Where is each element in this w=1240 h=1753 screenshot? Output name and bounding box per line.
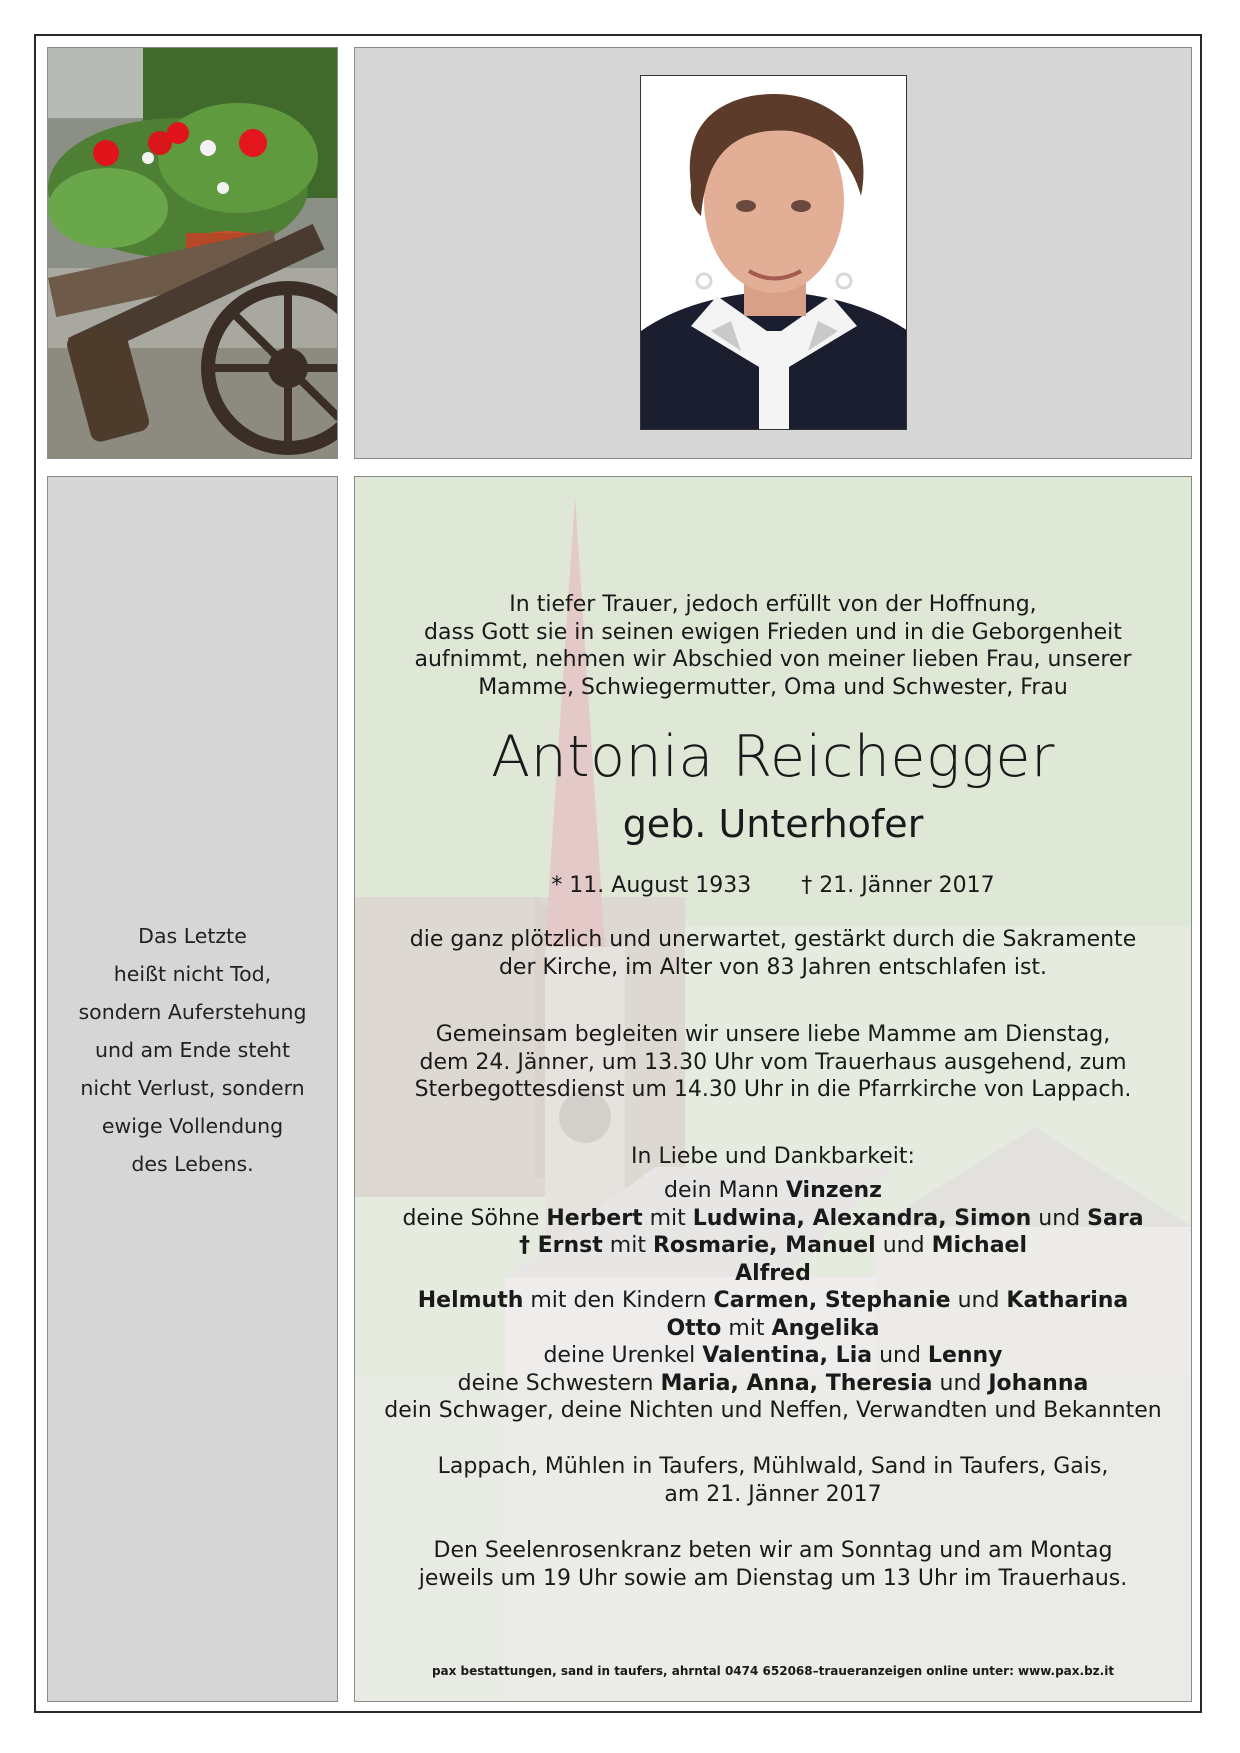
quote-panel xyxy=(47,476,338,1702)
quote-line: Das Letzte xyxy=(138,924,247,948)
quote-line: und am Ende steht xyxy=(94,1038,290,1062)
family-line: deine Schwestern Maria, Anna, Theresia und Johanna xyxy=(457,1370,1089,1396)
funeral-line: Sterbegottesdienst um 14.30 Uhr in die Pfarrkirche von Lappach. xyxy=(414,1077,1132,1102)
family-line: Otto mit Angelika xyxy=(666,1315,880,1341)
place-line: am 21. Jänner 2017 xyxy=(664,1481,882,1507)
rosary-line: Den Seelenrosenkranz beten wir am Sonntag und am Montag xyxy=(433,1538,1113,1563)
funeral-text xyxy=(355,1021,1191,1104)
birth-date: * 11. August 1933 xyxy=(551,873,752,898)
intro-text xyxy=(355,591,1191,701)
passing-line: der Kirche, im Alter von 83 Jahren entschlafen ist. xyxy=(498,954,1048,980)
quote-line: sondern Auferstehung xyxy=(78,1000,307,1024)
place-date xyxy=(355,1453,1191,1508)
intro-line: aufnimmt, nehmen wir Abschied von meiner lieben Frau, unserer xyxy=(414,647,1132,672)
intro-line: Mamme, Schwiegermutter, Oma und Schwester, Frau xyxy=(478,674,1068,700)
life-dates xyxy=(355,872,1191,900)
funeral-line: dem 24. Jänner, um 13.30 Uhr vom Trauerhaus ausgehend, zum xyxy=(419,1049,1127,1075)
family-line: deine Söhne Herbert mit Ludwina, Alexandra, Simon und Sara xyxy=(402,1205,1144,1231)
family-list xyxy=(355,1177,1191,1425)
footer-credit: pax bestattungen, sand in taufers, ahrntal 0474 652068–traueranzeigen online unter: www.pax.bz.it xyxy=(431,1664,1115,1678)
quote-text xyxy=(48,917,337,1183)
family-line: deine Urenkel Valentina, Lia und Lenny xyxy=(543,1343,1003,1368)
flower-cart-image xyxy=(48,48,338,459)
announcement-panel xyxy=(354,476,1192,1702)
funeral-line: Gemeinsam begleiten wir unsere liebe Mamme am Dienstag, xyxy=(435,1022,1111,1047)
quote-line: nicht Verlust, sondern xyxy=(80,1076,305,1100)
quote-line: ewige Vollendung xyxy=(101,1114,284,1138)
deceased-name: Antonia Reichegger xyxy=(491,724,1055,790)
family-line: Alfred xyxy=(735,1260,811,1286)
love-line: In Liebe und Dankbarkeit: xyxy=(631,1144,915,1169)
death-date: † 21. Jänner 2017 xyxy=(801,873,995,898)
family-line: dein Schwager, deine Nichten und Neffen, Verwandten und Bekannten xyxy=(384,1398,1162,1423)
family-line: dein Mann Vinzenz xyxy=(664,1178,882,1203)
place-line: Lappach, Mühlen in Taufers, Mühlwald, Sand in Taufers, Gais, xyxy=(437,1454,1109,1479)
intro-line: In tiefer Trauer, jedoch erfüllt von der Hoffnung, xyxy=(509,592,1037,617)
flower-cart-photo xyxy=(47,47,338,459)
quote-line: des Lebens. xyxy=(131,1152,254,1176)
passing-text xyxy=(355,926,1191,981)
maiden-name: geb. Unterhofer xyxy=(622,802,924,846)
intro-line: dass Gott sie in seinen ewigen Frieden und in die Geborgenheit xyxy=(424,619,1122,645)
family-line: Helmuth mit den Kindern Carmen, Stephanie und Katharina xyxy=(417,1288,1129,1313)
portrait-photo xyxy=(640,75,907,430)
family-line: † Ernst mit Rosmarie, Manuel und Michael xyxy=(518,1233,1028,1258)
quote-line: heißt nicht Tod, xyxy=(113,962,272,986)
portrait-image xyxy=(641,76,907,430)
passing-line: die ganz plötzlich und unerwartet, gestärkt durch die Sakramente xyxy=(409,927,1137,952)
rosary-text xyxy=(355,1537,1191,1592)
rosary-line: jeweils um 19 Uhr sowie am Dienstag um 13 Uhr im Trauerhaus. xyxy=(418,1565,1128,1591)
